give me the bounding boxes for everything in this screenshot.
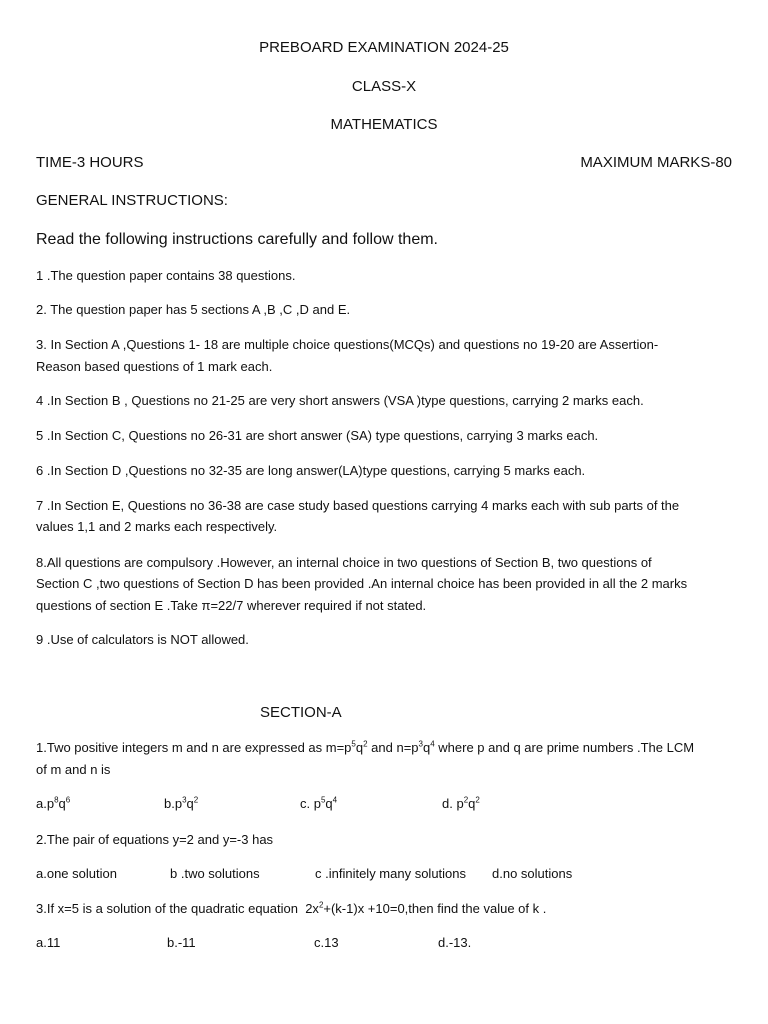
question-3-option-b: b.-11 <box>167 935 196 950</box>
instruction-item: 5 .In Section C, Questions no 26-31 are short answer (SA) type questions, carrying 3 marks each. <box>36 428 599 443</box>
question-1-option-c: c. $p^5q^4$ <box>300 795 338 811</box>
instruction-item: 4 .In Section B , Questions no 21-25 are very short answers (VSA )type questions, carrying 2 marks each. <box>36 393 644 408</box>
question-3-option-d: d.-13. <box>438 935 472 950</box>
time-label: TIME-3 HOURS <box>36 154 144 171</box>
instruction-item: 7 .In Section E, Questions no 36-38 are case study based questions carrying 4 marks each with sub parts of the <box>36 498 680 513</box>
instruction-item-continued: Section C ,two questions of Section D has been provided .An internal choice has been provided in all the 2 marks <box>36 576 688 591</box>
question-1-text-continued: of m and n is <box>36 762 111 777</box>
instruction-item: 2. The question paper has 5 sections A ,B ,C ,D and E. <box>36 302 351 317</box>
instructions-intro: Read the following instructions carefully and follow them. <box>36 231 438 248</box>
question-2-option-a: a.one solution <box>36 866 117 881</box>
section-a-heading: SECTION-A <box>260 704 342 721</box>
exam-title: PREBOARD EXAMINATION 2024-25 <box>259 39 509 56</box>
question-2-option-d: d.no solutions <box>492 866 573 881</box>
instruction-item: 8.All questions are compulsory .However, an internal choice in two questions of Section B, two questions of <box>36 555 652 570</box>
instruction-item: 9 .Use of calculators is NOT allowed. <box>36 632 249 647</box>
question-3-option-c: c.13 <box>314 935 339 950</box>
question-2-option-c: c .infinitely many solutions <box>315 866 467 881</box>
question-3-option-a: a.11 <box>36 935 61 950</box>
question-1-text: 1.Two positive integers m and n are expressed as $m=p^5q^2$ and $n=p^3q^4$ where p and q are prime numbers .The LCM <box>36 739 695 755</box>
question-1-option-b: $b.p^3q^2$ <box>164 795 199 811</box>
max-marks-label: MAXIMUM MARKS-80 <box>580 154 732 171</box>
instruction-item-continued: values 1,1 and 2 marks each respectively. <box>36 519 278 534</box>
class-label: CLASS-X <box>351 78 417 95</box>
instruction-item: 3. In Section A ,Questions 1- 18 are multiple choice questions(MCQs) and questions no 19-20 are Assertion- <box>36 337 659 352</box>
question-2-option-b: b .two solutions <box>170 866 260 881</box>
instruction-item: 6 .In Section D ,Questions no 32-35 are long answer(LA)type questions, carrying 5 marks each. <box>36 463 586 478</box>
instructions-heading: GENERAL INSTRUCTIONS: <box>36 192 228 209</box>
instruction-item: 1 .The question paper contains 38 questions. <box>36 268 296 283</box>
question-3-text: 3.If x=5 is a solution of the quadratic equation $2x^2+(k-1)x$ +10=0,then find the value of k . <box>36 900 547 916</box>
instruction-item-continued: Reason based questions of 1 mark each. <box>36 359 273 374</box>
question-1-option-a: $a.p^8q^6$ <box>36 795 71 811</box>
question-2-text: 2.The pair of equations y=2 and y=-3 has <box>36 832 274 847</box>
question-1-option-d: d. $p^2q^2$ <box>442 795 480 811</box>
instruction-item-continued: questions of section E .Take π=22/7 wherever required if not stated. <box>36 598 427 613</box>
subject-label: MATHEMATICS <box>330 116 438 133</box>
